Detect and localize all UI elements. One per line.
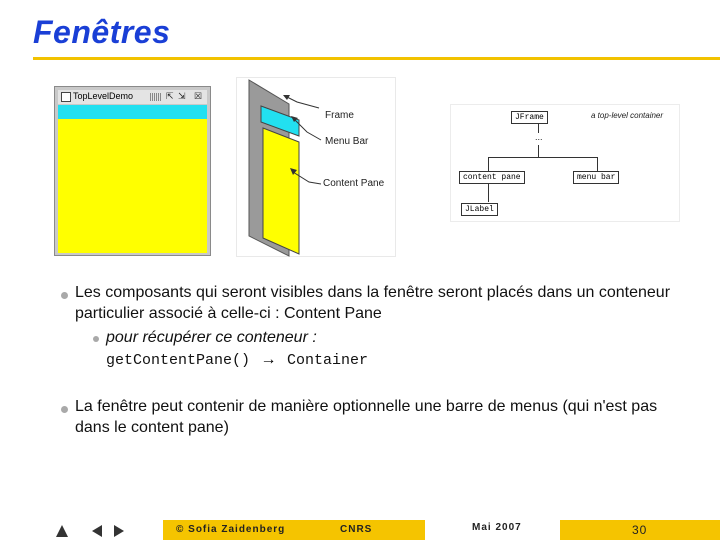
title-underline bbox=[33, 57, 720, 60]
tree-ellipsis: ... bbox=[535, 132, 543, 142]
footer-author: © Sofia Zaidenberg bbox=[176, 524, 286, 535]
slide-footer bbox=[0, 520, 720, 540]
window-title: TopLevelDemo bbox=[73, 91, 134, 101]
nav-up-icon[interactable] bbox=[56, 525, 68, 537]
sub-bullet-text: pour récupérer ce conteneur : bbox=[106, 329, 317, 346]
tree-line bbox=[488, 184, 489, 202]
nav-prev-icon[interactable] bbox=[92, 525, 102, 537]
containment-hierarchy-diagram bbox=[450, 104, 680, 222]
window-menu-bar bbox=[58, 105, 207, 119]
code-line bbox=[106, 351, 368, 370]
window-content-pane bbox=[58, 119, 207, 253]
page-number: 30 bbox=[632, 523, 648, 537]
node-jframe: JFrame bbox=[511, 111, 548, 124]
bullet-dot bbox=[61, 406, 68, 413]
arrow-icon: → bbox=[260, 351, 277, 368]
close-icon[interactable]: ☒ bbox=[194, 91, 203, 101]
bullet-dot bbox=[61, 292, 68, 299]
frame-leader-line bbox=[285, 96, 319, 108]
footer-date: Mai 2007 bbox=[472, 522, 522, 533]
tree-line bbox=[597, 157, 598, 171]
window-menu-icon[interactable] bbox=[61, 92, 71, 102]
node-note: a top-level container bbox=[591, 111, 664, 120]
window-demo bbox=[54, 86, 211, 256]
code-call: getContentPane() bbox=[106, 352, 251, 369]
window-titlebar bbox=[58, 90, 207, 104]
content-pane-layer bbox=[263, 128, 299, 254]
minimize-icon[interactable]: ⇱ bbox=[166, 91, 174, 101]
slide-title: Fenêtres bbox=[33, 14, 171, 50]
tree-line bbox=[488, 157, 489, 171]
tree-line bbox=[538, 145, 539, 157]
nav-next-icon[interactable] bbox=[114, 525, 124, 537]
label-menu-bar: Menu Bar bbox=[325, 136, 369, 147]
bullet-text: La fenêtre peut contenir de manière optionnelle une barre de menus (qui n'est pas dans le content pane) bbox=[75, 398, 658, 436]
maximize-icon[interactable]: ⇲ bbox=[178, 91, 186, 101]
node-jlabel: JLabel bbox=[461, 203, 498, 216]
footer-org: CNRS bbox=[340, 524, 373, 535]
layers-illustration bbox=[237, 78, 397, 258]
nav-controls bbox=[52, 522, 132, 540]
label-frame: Frame bbox=[325, 110, 354, 121]
tree-line bbox=[488, 157, 598, 158]
code-result: Container bbox=[286, 352, 368, 369]
titlebar-grip-icon bbox=[150, 93, 162, 101]
sub-bullet-dot bbox=[93, 336, 99, 342]
label-content-pane: Content Pane bbox=[323, 178, 385, 189]
node-content-pane: content pane bbox=[459, 171, 525, 184]
node-menu-bar: menu bar bbox=[573, 171, 619, 184]
exploded-layers-diagram bbox=[236, 77, 396, 257]
bullet-text: Les composants qui seront visibles dans la fenêtre seront placés dans un conteneur particulier associé à celle-ci : Content Pane bbox=[75, 284, 671, 322]
